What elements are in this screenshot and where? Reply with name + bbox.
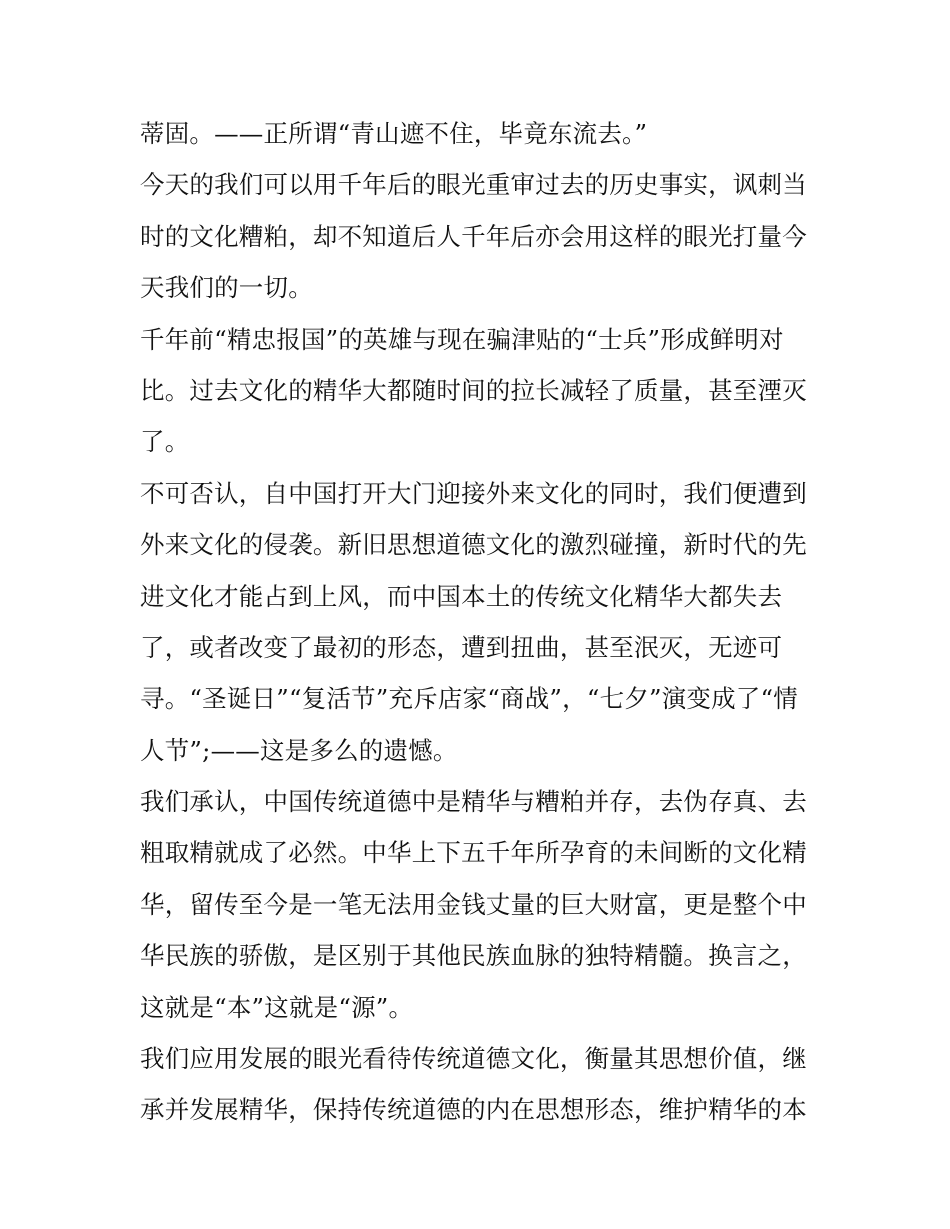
text-line: 比。过去文化的精华大都随时间的拉长减轻了质量，甚至湮灭 xyxy=(140,375,807,405)
essay-body xyxy=(140,108,820,1136)
text-line: 不可否认，自中国打开大门迎接外来文化的同时，我们便遭到 xyxy=(140,478,807,508)
text-line: 人节”;——这是多么的遗憾。 xyxy=(140,735,458,765)
text-line: 时的文化糟粕，却不知道后人千年后亦会用这样的眼光打量今 xyxy=(140,221,807,251)
text-line: 天我们的一切。 xyxy=(140,273,313,303)
text-line: 外来文化的侵袭。新旧思想道德文化的激烈碰撞，新时代的先 xyxy=(140,530,807,560)
text-line: 千年前“精忠报国”的英雄与现在骗津贴的“士兵”形成鲜明对 xyxy=(140,324,784,354)
text-line: 粗取精就成了必然。中华上下五千年所孕育的未间断的文化精 xyxy=(140,838,807,868)
text-line: 寻。“圣诞日”“复活节”充斥店家“商战”，“七夕”演变成了“情 xyxy=(140,684,798,714)
text-line: 蒂固。——正所谓“青山遮不住，毕竟东流去。” xyxy=(140,119,648,148)
text-line: 了，或者改变了最初的形态，遭到扭曲，甚至泯灭，无迹可 xyxy=(140,632,783,662)
text-line: 承并发展精华，保持传统道德的内在思想形态，维护精华的本 xyxy=(140,1095,807,1125)
text-line: 进文化才能占到上风，而中国本土的传统文化精华大都失去 xyxy=(140,581,783,611)
text-line: 我们应用发展的眼光看待传统道德文化，衡量其思想价值，继 xyxy=(140,1044,807,1074)
text-line: 了。 xyxy=(140,427,190,457)
text-line: 华，留传至今是一笔无法用金钱丈量的巨大财富，更是整个中 xyxy=(140,889,807,919)
text-line: 我们承认，中国传统道德中是精华与糟粕并存，去伪存真、去 xyxy=(140,787,807,817)
text-line: 华民族的骄傲，是区别于其他民族血脉的独特精髓。换言之， xyxy=(140,941,807,971)
text-line: 今天的我们可以用千年后的眼光重审过去的历史事实，讽刺当 xyxy=(140,170,807,200)
text-line: 这就是“本”这就是“源”。 xyxy=(140,992,414,1022)
